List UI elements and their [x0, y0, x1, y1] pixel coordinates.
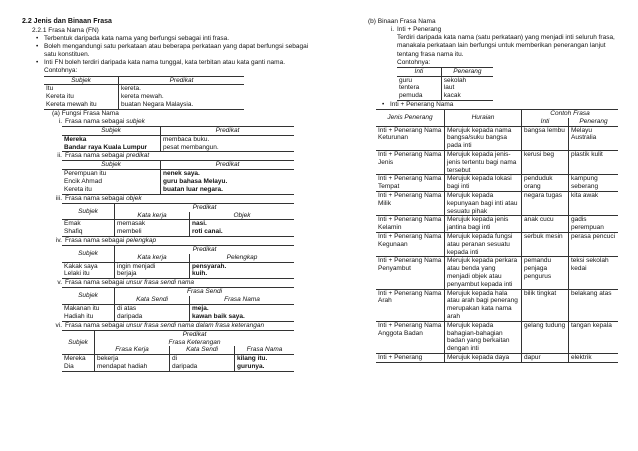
- inti-penerang-table: [397, 67, 493, 101]
- cell: negara tugas: [522, 192, 569, 216]
- item-iv-title: iv. Frasa nama sebagai pelengkap: [55, 236, 157, 244]
- right-column: [368, 18, 618, 363]
- fungsi-title: (a) Fungsi Frasa Nama: [52, 109, 119, 117]
- table-iv: [62, 245, 294, 279]
- cell: Inti + Penerang Nama Arah: [376, 289, 445, 321]
- subsection-heading: 2.2.1 Frasa Nama (FN): [32, 26, 99, 34]
- cell: Inti + Penerang Nama Anggota Badan: [376, 321, 445, 353]
- cell: Inti + Penerang Nama Keturunan: [376, 126, 445, 150]
- cell: penduduk orang: [522, 175, 569, 192]
- header: Subjek: [62, 203, 115, 220]
- cell: Kereta itu: [62, 186, 161, 194]
- cell: membaca buku.: [163, 135, 210, 143]
- cell: Kereta itu: [44, 93, 119, 101]
- cell: kawan baik saya.: [190, 313, 295, 321]
- cell: pemuda: [397, 92, 441, 100]
- table-v: [62, 287, 294, 321]
- header-penerang: Penerang: [569, 118, 619, 126]
- bullet-item: • Inti FN boleh terdiri daripada kata nama tunggal, kata terbitan atau kata ganti nama.: [34, 59, 314, 67]
- cell: gelang tudung: [522, 321, 569, 353]
- cell: Mereka: [62, 135, 161, 143]
- cell: daripada: [115, 313, 190, 321]
- header: Subjek: [62, 246, 115, 263]
- cell: Itu: [44, 85, 119, 93]
- cell: Inti + Penerang Nama Kegunaan: [376, 233, 445, 257]
- cell: guru: [397, 76, 441, 84]
- table-vi: [62, 330, 294, 372]
- cell: di atas: [115, 304, 190, 312]
- cell: Inti + Penerang Nama Jenis: [376, 151, 445, 175]
- header-predikat: Predikat: [119, 76, 245, 85]
- header: Frasa Nama: [190, 296, 295, 304]
- cell: kilang itu.: [237, 355, 268, 363]
- header-jenis: Jenis Penerang: [376, 110, 445, 127]
- cell: kacak: [441, 92, 493, 100]
- cell: daripada: [170, 363, 235, 371]
- cell: buatan luar negara.: [161, 186, 295, 194]
- cell: Kereta mewah itu: [44, 101, 119, 109]
- cell: Inti + Penerang Nama Kelamin: [376, 216, 445, 233]
- header: Kata kerja: [115, 212, 190, 220]
- cell: roti canai.: [190, 228, 295, 236]
- header: Predikat: [161, 126, 295, 135]
- table-body: [376, 126, 618, 362]
- header: Frasa Sendi: [115, 288, 295, 296]
- cell: perasa pencuci: [569, 233, 619, 257]
- header: Predikat: [161, 161, 295, 170]
- cell: Merujuk kepada fungsi atau peranan sesuatu kepada inti: [445, 233, 522, 257]
- fn-bullet-list: [34, 35, 314, 68]
- table-row: [376, 175, 618, 192]
- header: Frasa Nama: [235, 346, 295, 354]
- table-i: [62, 126, 294, 152]
- cell: gurunya.: [235, 363, 295, 371]
- cell: bangsa lembu: [522, 126, 569, 150]
- table-row: [376, 216, 618, 233]
- inti-penerang-desc: Terdiri daripada kata nama (satu perkataan) yang menjadi inti seluruh frasa, manakala perkataan lain berfungsi untuk memberikan penerangan lanjut tentang frasa nama itu.: [397, 34, 615, 58]
- cell: guru bahasa Melayu.: [163, 178, 228, 186]
- header: Subjek: [62, 330, 95, 354]
- cell: Merujuk kepada hala atau arah bagi penerang merupakan kata nama arah: [445, 289, 522, 321]
- header: Frasa Kerja: [95, 346, 170, 354]
- header-huraian: Huraian: [445, 110, 522, 127]
- header: Subjek: [62, 161, 161, 170]
- penerang-nama-table: [376, 109, 618, 363]
- cell: buatan Negara Malaysia.: [119, 101, 245, 109]
- cell: Merujuk kepada nama bangsa/suku bangsa pada inti: [445, 126, 522, 150]
- cell: belakang atas: [569, 289, 619, 321]
- contoh-label: Contohnya:: [44, 67, 78, 75]
- header: Predikat: [95, 330, 295, 338]
- cell: Dia: [62, 363, 95, 371]
- cell: Merujuk kepada jenis jantina bagi inti: [445, 216, 522, 233]
- header: Objek: [190, 212, 295, 220]
- header-inti: Inti: [522, 118, 569, 126]
- header-inti: Inti: [397, 67, 441, 76]
- section-heading: 2.2 Jenis dan Binaan Frasa: [22, 18, 112, 25]
- cell: meja.: [192, 304, 209, 312]
- cell: pesat membangun.: [161, 144, 295, 152]
- cell: berjaja: [115, 270, 190, 278]
- cell: pensyarah.: [192, 262, 227, 270]
- cell: Inti + Penerang Nama Tempat: [376, 175, 445, 192]
- cell: Inti + Penerang Nama Penyambut: [376, 257, 445, 289]
- item-ii-title: ii. Frasa nama sebagai predikat: [57, 152, 150, 160]
- header: Frasa Keterangan: [168, 338, 221, 346]
- header-penerang: Penerang: [441, 67, 493, 76]
- table-row: [376, 289, 618, 321]
- cell: kereta mewah.: [121, 93, 164, 101]
- cell: kerusi beg: [522, 151, 569, 175]
- item-vi-title: vi. Frasa nama sebagai unsur frasa sendi nama dalam frasa keterangan: [55, 321, 265, 329]
- header-contoh: Contoh Frasa: [522, 110, 619, 118]
- cell: tentera: [397, 84, 441, 92]
- cell: nasi.: [192, 220, 207, 228]
- cell: Merujuk kepada perkara atau benda yang menjadi objek atau penyambut kepada inti: [445, 257, 522, 289]
- contoh-label: Contohnya:: [397, 58, 431, 66]
- cell: Emak: [62, 220, 115, 228]
- table-row: [376, 126, 618, 150]
- cell: Lelaki itu: [62, 270, 115, 278]
- item-v-title: v. Frasa nama sebagai unsur frasa sendi nama: [57, 279, 194, 287]
- cell: kita awak: [569, 192, 619, 216]
- cell: elektrik: [569, 353, 619, 362]
- cell: gadis perempuan: [569, 216, 619, 233]
- cell: mendapat hadiah: [95, 363, 170, 371]
- cell: dapur: [522, 353, 569, 362]
- cell: Makanan itu: [62, 304, 115, 312]
- header: Kata Sendi: [170, 346, 235, 354]
- table-ii: [62, 160, 294, 194]
- cell: Mereka: [62, 355, 95, 363]
- cell: ingin menjadi: [115, 262, 190, 270]
- cell: Inti + Penerang: [376, 353, 445, 362]
- cell: Kakak saya: [62, 262, 115, 270]
- cell: kereta.: [121, 85, 141, 93]
- cell: Bandar raya Kuala Lumpur: [62, 144, 161, 152]
- inti-penerang-title: i. Inti + Penerang: [390, 26, 442, 34]
- table-row: [376, 257, 618, 289]
- cell: anak cucu: [522, 216, 569, 233]
- example-table-1: [44, 76, 244, 110]
- header: Predikat: [115, 203, 295, 211]
- binaan-heading: (b) Binaan Frasa Nama: [368, 18, 436, 25]
- bullet-item: • Inti + Penerang Nama: [380, 101, 618, 109]
- cell: Shafiq: [62, 228, 115, 236]
- cell: laut: [443, 84, 455, 92]
- cell: pemandu penjaga pengurus: [522, 257, 569, 289]
- cell: teksi sekolah kedai: [569, 257, 619, 289]
- cell: kuih.: [190, 270, 295, 278]
- header: Pelengkap: [190, 254, 295, 262]
- item-iii-title: iii. Frasa nama sebagai objek: [55, 194, 142, 202]
- header: Kata kerja: [115, 254, 190, 262]
- cell: serbuk mesin: [522, 233, 569, 257]
- cell: Merujuk kepada daya: [445, 353, 522, 362]
- cell: Merujuk kepada lokasi bagi inti: [445, 175, 522, 192]
- cell: Hadiah itu: [62, 313, 115, 321]
- table-row: [376, 353, 618, 362]
- cell: sekolah: [443, 76, 467, 84]
- cell: Merujuk kepada bahagian-bahagian badan yang berkaitan dengan inti: [445, 321, 522, 353]
- cell: Merujuk kepada jenis-jenis tertentu bagi nama tersebut: [445, 151, 522, 175]
- table-row: [376, 321, 618, 353]
- header-subjek: Subjek: [44, 76, 119, 85]
- cell: di: [170, 355, 235, 363]
- cell: Perempuan itu: [62, 170, 161, 178]
- header: Predikat: [115, 246, 295, 254]
- left-column: [22, 18, 314, 372]
- cell: Melayu Australia: [569, 126, 619, 150]
- cell: tangan kepala: [569, 321, 619, 353]
- bullet-item: • Boleh mengandungi satu perkataan atau beberapa perkataan yang dapat berfungsi sebagai satu konstituen.: [34, 43, 314, 59]
- cell: nenek saya.: [163, 170, 200, 178]
- cell: plastik kulit: [569, 151, 619, 175]
- table-row: [376, 233, 618, 257]
- item-i-title: i. Frasa nama sebagai subjek: [58, 117, 145, 125]
- table-row: [376, 151, 618, 175]
- header: Kata Sendi: [115, 296, 190, 304]
- header: Subjek: [62, 288, 115, 305]
- cell: Encik Ahmad: [62, 178, 161, 186]
- cell: bekerja: [95, 355, 170, 363]
- cell: kampung seberang: [569, 175, 619, 192]
- cell: Merujuk kepada kepunyaan bagi inti atau sesuatu pihak: [445, 192, 522, 216]
- cell: Inti + Penerang Nama Milik: [376, 192, 445, 216]
- cell: memasak: [115, 220, 190, 228]
- table-iii: [62, 203, 294, 237]
- header: Subjek: [62, 126, 161, 135]
- table-row: [376, 192, 618, 216]
- cell: membeli: [115, 228, 190, 236]
- bullet-item: • Terbentuk daripada kata nama yang berfungsi sebagai inti frasa.: [34, 35, 314, 43]
- penerang-bullet-list: [380, 101, 618, 109]
- cell: bilik tingkat: [522, 289, 569, 321]
